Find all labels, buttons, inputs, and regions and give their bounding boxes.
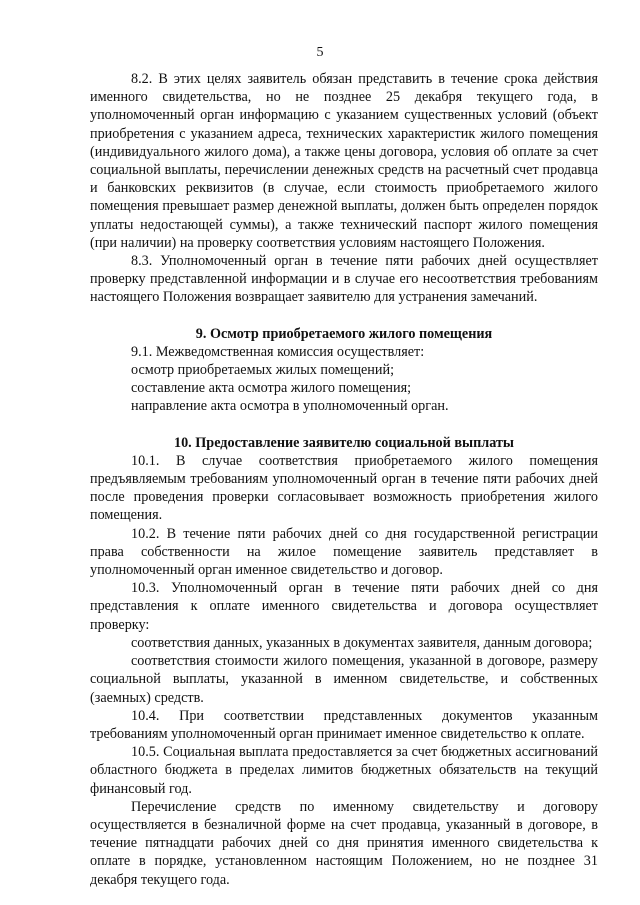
paragraph-transfer: Перечисление средств по именному свидетельству и договору осуществляется в безналичной форме на счет продавца, указанный в договоре, в течение пятнадцати рабочих дней со дня принятия именного свидетельства к оплате в порядке, установленном настоящим Положением, но не позднее 31 декабря текущего года. [90,798,598,888]
paragraph-10-1: 10.1. В случае соответствия приобретаемого жилого помещения предъявляемым требованиям уполномоченный орган в течение пяти рабочих дней после проведения проверки согласовывает возможность приобретения жилого помещения. [90,452,598,524]
list-item: осмотр приобретаемых жилых помещений; [131,362,395,379]
list-item: направление акта осмотра в уполномоченный орган. [131,398,449,415]
paragraph-10-4: 10.4. При соответствии представленных документов указанным требованиям уполномоченный орган принимает именное свидетельство к оплате. [90,707,598,742]
section-10-heading: 10. Предоставление заявителю социальной выплаты [173,434,515,451]
section-9-heading: 9. Осмотр приобретаемого жилого помещения [195,325,493,342]
paragraph-8-3: 8.3. Уполномоченный орган в течение пяти рабочих дней осуществляет проверку представленной информации и в случае его несоответствия требованиям настоящего Положения возвращает заявителю для устранения замечаний. [90,253,598,306]
spacer [90,416,598,434]
paragraph-10-5: 10.5. Социальная выплата предоставляется за счет бюджетных ассигнований областного бюджета в пределах лимитов бюджетных обязательств на текущий финансовый год. [90,744,598,797]
paragraph-10-3: 10.3. Уполномоченный орган в течение пяти рабочих дней со дня представления к оплате именного свидетельства и договора осуществляет проверку: [90,580,598,633]
paragraph-10-2: 10.2. В течение пяти рабочих дней со дня государственной регистрации права собственности на жилое помещение заявитель представляет в уполномоченный орган именное свидетельство и договор. [90,525,598,579]
paragraph-10-3-a: соответствия данных, указанных в документах заявителя, данным договора; [131,634,593,651]
page-number: 5 [316,45,324,60]
list-item: составление акта осмотра жилого помещения; [131,380,412,397]
paragraph-10-3-b: соответствия стоимости жилого помещения, указанной в договоре, размеру социальной выплаты, указанной в именном свидетельстве, и собственных (заемных) средств. [90,653,598,706]
paragraph-9-1: 9.1. Межведомственная комиссия осуществляет: [131,343,425,360]
page-content [90,70,598,889]
paragraph-8-2: 8.2. В этих целях заявитель обязан представить в течение срока действия именного свидетельства, но не позднее 25 декабря текущего года, в уполномоченный орган информацию с указанием существенных условий (объект приобретения с указанием адреса, технических характеристик жилого помещения (индивидуального жилого дома), а также цены договора, условия об оплате за счет социальной выплаты, перечислении денежных средств на расчетный счет продавца и банковских реквизитов (в случае, если стоимость приобретаемого жилого помещения превышает размер денежной выплаты, должен быть определен порядок уплаты недостающей суммы), а также технический паспорт жилого помещения (при наличии) на проверку соответствия условиям настоящего Положения. [90,71,598,251]
spacer [90,307,598,325]
